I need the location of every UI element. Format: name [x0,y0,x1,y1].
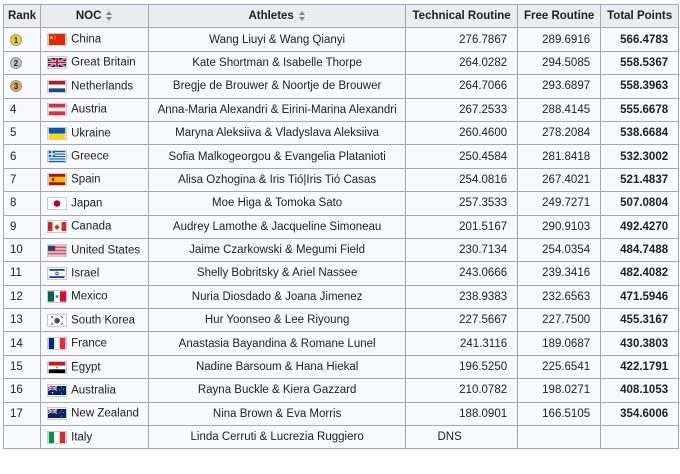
column-header-noc[interactable]: NOC [41,5,149,28]
total-points-cell: 555.6678 [601,98,679,121]
noc-link[interactable]: Spain [71,173,101,186]
technical-routine-cell: 210.0782 [406,379,518,402]
silver-medal-icon: 2 [10,57,22,69]
free-routine-cell: 232.6563 [518,285,601,308]
noc-link[interactable]: United States [71,244,141,257]
flag-israel-icon [47,267,67,280]
flag-japan-icon [47,197,67,210]
flag-austria-icon [47,103,67,116]
rank-cell [4,28,41,51]
athletes-cell: Audrey Lamothe & Jacqueline Simoneau [149,215,406,238]
noc-link[interactable]: Japan [71,197,103,210]
flag-china-icon [47,33,67,46]
table-row [4,145,679,168]
table-row [4,28,679,51]
total-points-cell [601,426,679,449]
technical-routine-cell: 201.5167 [406,215,518,238]
technical-routine-cell: DNS [406,426,518,449]
rank-cell [4,379,41,402]
rank-cell [4,51,41,74]
athletes-cell: Nina Brown & Eva Morris [149,402,406,425]
athletes-cell: Nuria Diosdado & Joana Jimenez [149,285,406,308]
flag-united-states-icon [47,244,67,257]
table-row [4,192,679,215]
rank-value: 15 [10,361,23,374]
free-routine-cell: 267.4021 [518,168,601,191]
free-routine-cell: 293.6897 [518,75,601,98]
free-routine-cell: 278.2084 [518,121,601,144]
rank-value: 8 [10,197,17,210]
rank-cell [4,402,41,425]
table-row [4,98,679,121]
noc-cell [41,215,149,238]
technical-routine-cell: 250.4584 [406,145,518,168]
noc-link[interactable]: New Zealand [71,407,139,420]
table-row [4,402,679,425]
noc-link[interactable]: Egypt [71,361,101,374]
rank-cell [4,332,41,355]
noc-link[interactable]: Great Britain [71,57,136,69]
rank-cell [4,355,41,378]
flag-new-zealand-icon [47,407,67,420]
noc-cell [41,238,149,261]
total-points-cell: 482.4082 [601,262,679,285]
noc-cell [41,75,149,98]
technical-routine-cell: 241.3116 [406,332,518,355]
free-routine-cell [518,426,601,449]
flag-ukraine-icon [47,127,67,140]
noc-link[interactable]: Netherlands [71,80,134,93]
table-row [4,238,679,261]
technical-routine-cell: 188.0901 [406,402,518,425]
sort-icon[interactable] [298,11,306,21]
athletes-cell: Sofia Malkogeorgou & Evangelia Platanioti [149,145,406,168]
bronze-medal-icon: 3 [10,80,22,92]
athletes-cell: Linda Cerruti & Lucrezia Ruggiero [149,426,406,449]
athletes-cell: Anna-Maria Alexandri & Eirini-Marina Alexandri [149,98,406,121]
table-row [4,121,679,144]
rank-cell [4,75,41,98]
athletes-cell: Nadine Barsoum & Hana Hiekal [149,355,406,378]
rank-value: 4 [10,103,17,116]
gold-medal-icon: 1 [10,34,22,46]
total-points-cell: 558.3963 [601,75,679,98]
total-points-cell: 532.3002 [601,145,679,168]
results-table [3,4,679,449]
free-routine-cell: 290.9103 [518,215,601,238]
noc-link[interactable]: Australia [71,384,116,397]
free-routine-cell: 289.6916 [518,28,601,51]
free-routine-cell: 166.5105 [518,402,601,425]
free-routine-cell: 227.7500 [518,309,601,332]
technical-routine-cell: 254.0816 [406,168,518,191]
rank-cell [4,215,41,238]
technical-routine-cell: 257.3533 [406,192,518,215]
rank-value: 7 [10,173,17,186]
total-points-cell: 566.4783 [601,28,679,51]
table-row [4,215,679,238]
free-routine-cell: 189.0687 [518,332,601,355]
free-routine-cell: 254.0354 [518,238,601,261]
rank-value: 17 [10,407,23,420]
noc-cell [41,309,149,332]
athletes-cell: Shelly Bobritsky & Ariel Nassee [149,262,406,285]
free-routine-cell: 198.0271 [518,379,601,402]
free-routine-cell: 225.6541 [518,355,601,378]
table-row [4,332,679,355]
total-points-cell: 422.1791 [601,355,679,378]
total-points-cell: 471.5946 [601,285,679,308]
table-row [4,262,679,285]
flag-greece-icon [47,150,67,163]
flag-france-icon [47,337,67,350]
column-header-total-points[interactable]: Total Points [601,5,679,28]
athletes-cell: Maryna Aleksiiva & Vladyslava Aleksiiva [149,121,406,144]
total-points-cell: 484.7488 [601,238,679,261]
noc-cell [41,121,149,144]
noc-cell [41,355,149,378]
table-row [4,426,679,449]
table-row [4,309,679,332]
athletes-cell: Rayna Buckle & Kiera Gazzard [149,379,406,402]
technical-routine-cell: 227.5667 [406,309,518,332]
rank-cell [4,262,41,285]
athletes-cell: Hur Yoonseo & Lee Riyoung [149,309,406,332]
technical-routine-cell: 230.7134 [406,238,518,261]
table-row [4,168,679,191]
athletes-cell: Bregje de Brouwer & Noortje de Brouwer [149,75,406,98]
flag-mexico-icon [47,290,67,303]
noc-link[interactable]: Italy [71,431,93,444]
total-points-cell: 354.6006 [601,402,679,425]
rank-value: 16 [10,384,23,397]
total-points-cell: 408.1053 [601,379,679,402]
rank-cell [4,192,41,215]
rank-cell [4,426,41,449]
free-routine-cell: 288.4145 [518,98,601,121]
technical-routine-cell: 196.5250 [406,355,518,378]
noc-cell [41,168,149,191]
noc-cell [41,379,149,402]
technical-routine-cell: 243.0666 [406,262,518,285]
rank-value: 14 [10,337,23,350]
rank-value: 6 [10,150,17,163]
flag-great-britain-icon [47,56,67,69]
rank-cell [4,285,41,308]
noc-cell [41,285,149,308]
free-routine-cell: 249.7271 [518,192,601,215]
rank-cell [4,168,41,191]
flag-australia-icon [47,384,67,397]
technical-routine-cell: 267.2533 [406,98,518,121]
athletes-cell: Alisa Ozhogina & Iris Tió|Iris Tió Casas [149,168,406,191]
total-points-cell: 558.5367 [601,51,679,74]
rank-value: 10 [10,244,23,257]
athletes-cell: Moe Higa & Tomoka Sato [149,192,406,215]
noc-link[interactable]: Mexico [71,290,108,303]
rank-cell [4,98,41,121]
column-header-free-routine[interactable]: Free Routine [518,5,601,28]
noc-cell [41,192,149,215]
column-header-technical-routine[interactable]: Technical Routine [406,5,518,28]
free-routine-cell: 281.8418 [518,145,601,168]
noc-cell [41,28,149,51]
rank-cell [4,145,41,168]
total-points-cell: 492.4270 [601,215,679,238]
flag-canada-icon [47,220,67,233]
column-header-rank[interactable]: Rank [4,5,41,28]
free-routine-cell: 294.5085 [518,51,601,74]
rank-value: 9 [10,220,17,233]
rank-cell [4,238,41,261]
noc-link[interactable]: Canada [71,220,112,233]
athletes-cell: Jaime Czarkowski & Megumi Field [149,238,406,261]
noc-cell [41,145,149,168]
flag-italy-icon [47,431,67,444]
total-points-cell: 507.0804 [601,192,679,215]
noc-link[interactable]: France [71,337,107,350]
noc-cell [41,426,149,449]
total-points-cell: 455.3167 [601,309,679,332]
rank-value: 5 [10,127,17,140]
noc-link[interactable]: Austria [71,103,107,116]
total-points-cell: 430.3803 [601,332,679,355]
total-points-cell: 521.4837 [601,168,679,191]
rank-value: 11 [10,267,22,280]
noc-link[interactable]: Israel [71,267,100,280]
flag-egypt-icon [47,361,67,374]
table-row [4,75,679,98]
sort-icon[interactable] [105,11,113,21]
table-row [4,285,679,308]
noc-cell [41,332,149,355]
technical-routine-cell: 264.7066 [406,75,518,98]
noc-link[interactable]: Ukraine [71,127,111,140]
noc-link[interactable]: South Korea [71,314,136,327]
athletes-cell: Wang Liuyi & Wang Qianyi [149,28,406,51]
flag-netherlands-icon [47,80,67,93]
noc-cell [41,51,149,74]
athletes-cell: Kate Shortman & Isabelle Thorpe [149,51,406,74]
noc-cell [41,98,149,121]
flag-south-korea-icon [47,314,67,327]
column-header-athletes[interactable]: Athletes [149,5,406,28]
free-routine-cell: 239.3416 [518,262,601,285]
noc-link[interactable]: Greece [71,150,109,163]
noc-cell [41,402,149,425]
technical-routine-cell: 260.4600 [406,121,518,144]
noc-cell [41,262,149,285]
table-row [4,355,679,378]
header-row [4,5,679,28]
rank-value: 12 [10,290,23,303]
rank-value: 13 [10,314,23,327]
athletes-cell: Anastasia Bayandina & Romane Lunel [149,332,406,355]
noc-link[interactable]: China [71,33,102,46]
total-points-cell: 538.6684 [601,121,679,144]
technical-routine-cell: 238.9383 [406,285,518,308]
table-row [4,51,679,74]
table-row [4,379,679,402]
rank-cell [4,309,41,332]
technical-routine-cell: 276.7867 [406,28,518,51]
flag-spain-icon [47,173,67,186]
technical-routine-cell: 264.0282 [406,51,518,74]
rank-cell [4,121,41,144]
